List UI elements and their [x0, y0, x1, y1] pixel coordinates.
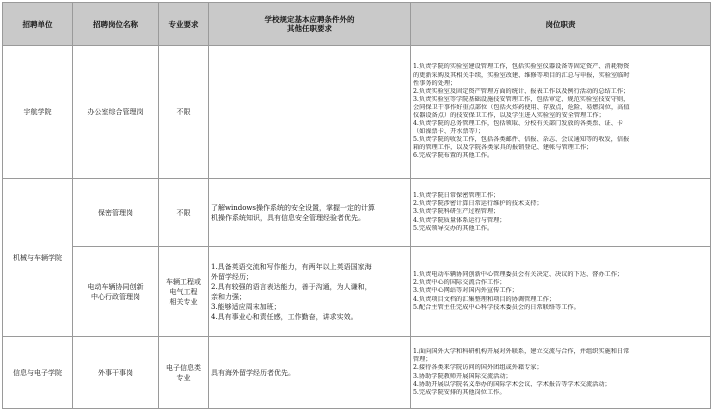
- duty-line: 1.面向国外大学和科研机构开展对外联系，建立交流与合作，并组织实施和日常: [413, 348, 630, 356]
- header-duties: 岗位职责: [411, 3, 711, 46]
- header-requirements: [209, 3, 411, 46]
- duty-line: 箱的管理工作，以及学院各类家具的报销登记、建帐与管理工作；: [413, 144, 593, 152]
- requirement-line: 外留学经历；: [211, 272, 253, 281]
- requirement-line: 亲和力强；: [211, 292, 246, 301]
- requirement-line: 1.具备英语交流和写作能力，有两年以上英语国家海: [211, 262, 372, 271]
- unit-cell: 宇航学院: [3, 46, 73, 179]
- table-row: [3, 46, 711, 179]
- duty-line: 6.完成学院布置的其他工作。: [413, 152, 494, 160]
- duty-line: 会同保卫干事作好重点部位（包括火炸药使用、存放点，危险、易燃岗位，高值: [413, 103, 630, 111]
- duty-line: 性事务的处理；: [413, 79, 457, 87]
- header-requirements-line: 其他任职要求: [287, 24, 332, 33]
- duty-line: 4.负责项目文档的汇集整理和项目的协调管理工作；: [413, 295, 556, 303]
- position-cell: [73, 247, 159, 337]
- requirement-line: 3.能够适应周末加班；: [211, 302, 281, 311]
- major-cell: [159, 337, 209, 409]
- duty-line: 2.接待各类来学院访问的国外团组或外籍专家；: [413, 364, 543, 372]
- major-line: 不限: [176, 108, 191, 116]
- major-line: 不限: [176, 208, 191, 217]
- header-unit: 招聘单位: [3, 3, 73, 46]
- duties-cell: [411, 46, 711, 179]
- header-major: 专业要求: [159, 3, 209, 46]
- requirement-line: 了解windows操作系统的安全设置，掌握一定的计算: [211, 203, 376, 212]
- major-line: 相关专业: [169, 297, 198, 306]
- duty-line: （如澡票卡、开水票等）；: [413, 128, 485, 136]
- table-row: [3, 337, 711, 409]
- major-line: 电气工程: [169, 287, 198, 296]
- duty-line: 3.负责实验室等学院基础设施技安管理工作，包括审定、规范实验室技安守则，: [413, 95, 630, 103]
- duty-line: 3.负责学院科研生产过程管理；: [413, 208, 500, 216]
- header-position: 招聘岗位名称: [73, 3, 159, 46]
- duty-line: 5.完成学院安排的其他岗位工作。: [413, 388, 506, 396]
- requirements-cell: [209, 179, 411, 247]
- header-requirements-line: 学校规定基本应聘条件外的: [264, 15, 355, 24]
- duty-line: 3.负责中心网站等对国内外宣传工作；: [413, 287, 518, 295]
- position-line: 保密管理岗: [98, 208, 133, 217]
- position-line: 外事干事岗: [98, 368, 133, 377]
- duty-line: 2.负责中心的国际交流合作工作；: [413, 279, 506, 287]
- duty-line: 5.负责学院的收发工作，包括各类邮件、信报、杂志、会议通知等的收发，信报: [413, 136, 630, 144]
- position-line: 电动车辆协同创新: [87, 282, 144, 291]
- duty-line: 4.负责学院的总务管理工作，包括领取、分校有关部门发放的各类票、证、卡: [413, 120, 624, 128]
- table-row: [3, 179, 711, 247]
- duty-line: 的更新采购及其相关手续，实验室改建、维修等项目的汇总与申报，实验室临时: [413, 71, 630, 79]
- position-line: 中心行政管理岗: [91, 292, 140, 301]
- requirements-cell: [209, 247, 411, 337]
- position-cell: [73, 179, 159, 247]
- requirement-line: 4.具有事业心和责任感，工作勤奋，讲求实效。: [211, 312, 358, 321]
- table-row: [3, 247, 711, 337]
- duty-line: 管理；: [413, 356, 432, 364]
- major-line: 电子信息类: [166, 363, 201, 372]
- duty-line: 2.负责实验室及固定资产管理方面的统计、报表工作以及例行活动的总结工作；: [413, 87, 630, 95]
- header-row: [3, 3, 711, 46]
- duty-line: 5.完成领导交办的其他工作。: [413, 224, 494, 232]
- unit-cell: 机械与车辆学院: [3, 179, 73, 337]
- duty-line: 1.负责学院日常保密管理工作；: [413, 192, 500, 200]
- recruitment-table: [2, 2, 711, 409]
- duty-line: 1.负责学院的实验室建设管理工作，包括实验室仪器设备等固定资产、消耗物资: [413, 63, 630, 71]
- duty-line: 3.协助学院教师开展国际交流活动；: [413, 372, 512, 380]
- duties-cell: [411, 247, 711, 337]
- duty-line: 2.负责学院涉密计算日常运行维护的技术支持；: [413, 200, 543, 208]
- requirement-line: 2.具有较强的语言表达能力，善于沟通，为人谦和，: [211, 282, 372, 291]
- requirement-line: 具有海外留学经历者优先。: [211, 368, 295, 377]
- unit-cell: 信息与电子学院: [3, 337, 73, 409]
- requirements-cell: [209, 46, 411, 179]
- position-line: 办公室综合管理岗: [87, 108, 144, 116]
- duties-cell: [411, 337, 711, 409]
- major-line: 专业: [176, 373, 191, 382]
- major-line: 车辆工程或: [166, 277, 201, 286]
- major-cell: [159, 247, 209, 337]
- duty-line: 仪器设备点）的技安保卫工作，以及学生进入实验室的安全管理工作；: [413, 112, 605, 119]
- duty-line: 1.负责电动车辆协同创新中心管理委员会有关决定、决议的下达、督办工作；: [413, 271, 624, 279]
- position-cell: [73, 46, 159, 179]
- major-cell: [159, 179, 209, 247]
- duty-line: 5.配合主管主任完成中心科学技术委员会的日常联络等工作。: [413, 303, 580, 311]
- requirement-line: 机操作系统知识，具有信息安全管理经验者优先。: [211, 213, 365, 222]
- duties-cell: [411, 179, 711, 247]
- major-cell: [159, 46, 209, 179]
- position-cell: [73, 337, 159, 409]
- duty-line: 4.负责学院质量体系运行与管理；: [413, 216, 506, 224]
- requirements-cell: [209, 337, 411, 409]
- duty-line: 4.协助开展以学院名义举办的国际学术会议、学术报告等学术交流活动；: [413, 380, 611, 388]
